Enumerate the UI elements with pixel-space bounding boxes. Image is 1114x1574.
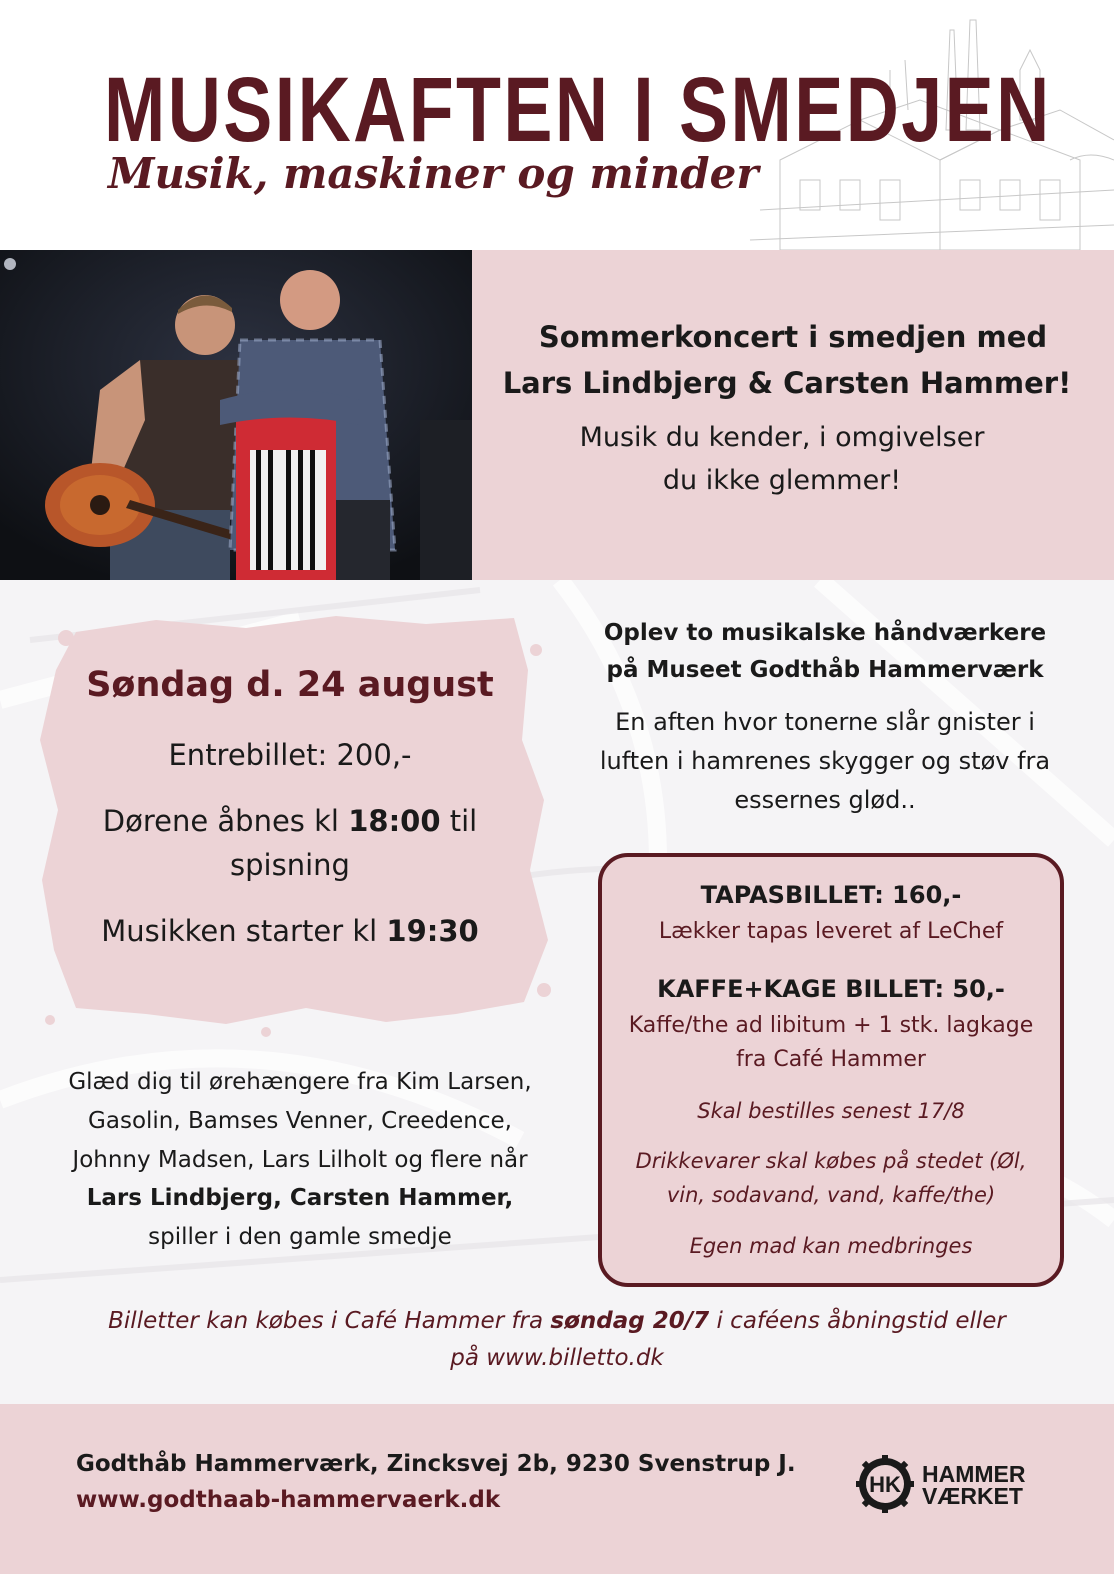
venue-website-link[interactable]: www.godthaab-hammervaerk.dk — [76, 1487, 501, 1513]
ticket-options-box — [598, 853, 1064, 1287]
intro-heading-line2: Lars Lindbjerg & Carsten Hammer! — [502, 366, 1072, 400]
hammervaerket-logo-icon — [856, 1455, 914, 1513]
logo-mark-text: HK — [869, 1472, 901, 1497]
page-title: MUSIKAFTEN I SMEDJEN — [104, 59, 1052, 161]
venue-address: Godthåb Hammerværk, Zincksvej 2b, 9230 Svenstrup J. — [76, 1451, 796, 1477]
drinks-note-line1: Drikkevarer skal købes på stedet (Øl, — [635, 1149, 1027, 1173]
page-subtitle: Musik, maskiner og minder — [108, 149, 759, 198]
own-food-note: Egen mad kan medbringes — [689, 1234, 973, 1258]
ticket-price: Entrebillet: 200,- — [168, 738, 412, 772]
purchase-date: søndag 20/7 — [550, 1308, 710, 1334]
drinks-note-line2: vin, sodavand, vand, kaffe/the) — [666, 1183, 996, 1207]
lineup-line4: Lars Lindbjerg, Carsten Hammer, — [86, 1185, 514, 1211]
experience-heading-line2: på Museet Godthåb Hammerværk — [606, 657, 1044, 683]
intro-panel — [472, 250, 1114, 580]
tapas-ticket-title: TAPASBILLET: 160,- — [700, 881, 962, 909]
cake-ticket-description-line2: fra Café Hammer — [736, 1047, 926, 1072]
doors-prefix: Dørene åbnes kl — [102, 804, 349, 838]
musicians-illustration — [0, 250, 472, 580]
music-start-line — [40, 914, 540, 948]
logo-word-line1: HAMMER — [922, 1461, 1026, 1487]
intro-tagline-line2: du ikke glemmer! — [662, 465, 902, 496]
order-deadline: Skal bestilles senest 17/8 — [697, 1099, 965, 1123]
purchase-prefix: Billetter kan købes i Café Hammer fra — [108, 1308, 551, 1334]
experience-text-line3: essernes glød.. — [734, 786, 916, 814]
lineup-line1: Glæd dig til ørehængere fra Kim Larsen, — [68, 1069, 532, 1095]
purchase-suffix: i caféens åbningstid eller — [709, 1308, 1006, 1334]
cake-ticket-title: KAFFE+KAGE BILLET: 50,- — [657, 975, 1005, 1003]
tapas-ticket-description: Lækker tapas leveret af LeChef — [658, 919, 1004, 944]
experience-text-line1: En aften hvor tonerne slår gnister i — [615, 708, 1035, 736]
intro-tagline-line1: Musik du kender, i omgivelser — [579, 422, 985, 453]
experience-heading-line1: Oplev to musikalske håndværkere — [603, 620, 1047, 646]
lineup-line2: Gasolin, Bamses Venner, Creedence, — [88, 1108, 512, 1134]
logo-word-line2: VÆRKET — [922, 1483, 1023, 1509]
event-date: Søndag d. 24 august — [86, 665, 494, 705]
doors-suffix: til — [440, 804, 478, 838]
lineup-line3: Johnny Madsen, Lars Lilholt og flere når — [72, 1147, 528, 1173]
musicians-photo — [0, 250, 472, 580]
doors-open-line2: spisning — [230, 848, 350, 882]
lineup-line5: spiller i den gamle smedje — [148, 1224, 452, 1250]
music-prefix: Musikken starter kl — [101, 914, 387, 948]
purchase-info-line2[interactable]: på www.billetto.dk — [450, 1345, 664, 1371]
cake-ticket-description-line1: Kaffe/the ad libitum + 1 stk. lagkage — [628, 1013, 1034, 1038]
intro-heading-line1: Sommerkoncert i smedjen med — [538, 320, 1048, 354]
music-time: 19:30 — [386, 914, 479, 948]
header — [0, 0, 1114, 250]
experience-text-line2: luften i hamrenes skygger og støv fra — [599, 747, 1051, 775]
doors-open-line — [40, 804, 540, 838]
doors-time: 18:00 — [348, 804, 441, 838]
purchase-info-line1 — [40, 1308, 1074, 1334]
